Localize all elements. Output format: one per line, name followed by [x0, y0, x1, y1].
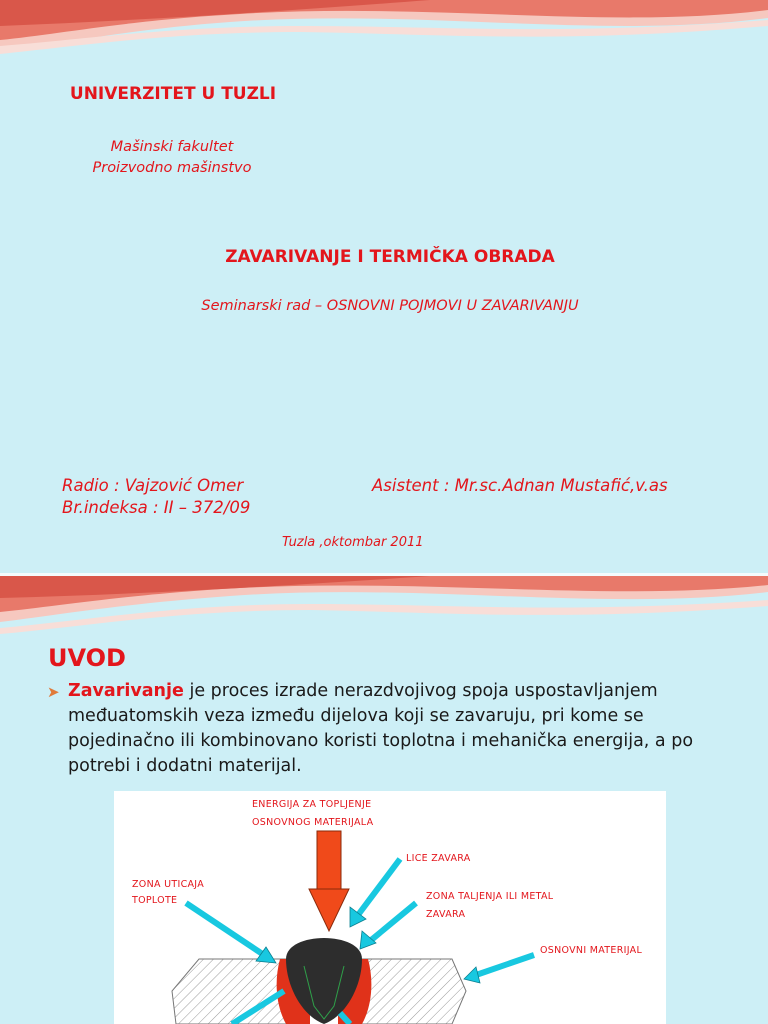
energy-arrow-shaft [317, 831, 341, 889]
course-title: ZAVARIVANJE I TERMIČKA OBRADA [225, 247, 555, 267]
arrow-weld-face [350, 859, 400, 927]
arrow-fusion-zone [360, 903, 416, 949]
welding-diagram [114, 791, 666, 1024]
label-fusion-1: ZONA TALJENJA ILI METAL [426, 891, 554, 902]
author-block [62, 475, 252, 519]
right-plate [356, 959, 466, 1024]
definition-text: je proces izrade nerazdvojivog spoja uspostavljanjem međuatomskih veza između dijelova koji se zavaruju, pri kome se pojedinačno ili kombinovano koristi toplotna i mehanička energija, a po potrebi i dodatni materijal. [68, 681, 694, 776]
arrow-heat-zone [186, 903, 276, 963]
decorative-swoosh [0, 0, 768, 80]
assistant-line: Asistent : Mr.sc.Adnan Mustafić,v.as [372, 476, 668, 495]
seminar-subtitle: Seminarski rad – OSNOVNI POJMOVI U ZAVARIVANJU [201, 298, 579, 314]
university-name: UNIVERZITET U TUZLI [69, 84, 277, 104]
section-heading: UVOD [48, 644, 126, 672]
label-weld-face: LICE ZAVARA [406, 853, 471, 864]
index-line: Br.indeksa : II – 372/09 [62, 498, 251, 517]
intro-slide [0, 576, 768, 1024]
date-line: Tuzla ,oktombar 2011 [282, 535, 424, 550]
welding-diagram-svg [114, 791, 666, 1024]
energy-arrow-head [309, 889, 349, 931]
faculty-name: Mašinski fakultet [110, 139, 234, 155]
faculty-block [50, 137, 294, 179]
label-base-material: OSNOVNI MATERIJAL [540, 945, 643, 956]
arrow-base-material [464, 955, 534, 983]
label-haz-1: ZONA UTICAJA [132, 879, 205, 890]
bullet-arrow-icon: ➤ [47, 683, 60, 701]
left-plate [172, 959, 292, 1024]
definition-paragraph [68, 679, 748, 779]
label-fusion-2: ZAVARA [426, 909, 466, 920]
label-energy-2: OSNOVNOG MATERIJALA [252, 817, 374, 828]
author-line: Radio : Vajzović Omer [62, 476, 244, 495]
decorative-swoosh [0, 576, 768, 646]
label-haz-2: TOPLOTE [132, 895, 178, 906]
definition-term: Zavarivanje [68, 681, 184, 701]
label-energy-1: ENERGIJA ZA TOPLJENJE [252, 799, 372, 810]
program-name: Proizvodno mašinstvo [92, 160, 252, 176]
